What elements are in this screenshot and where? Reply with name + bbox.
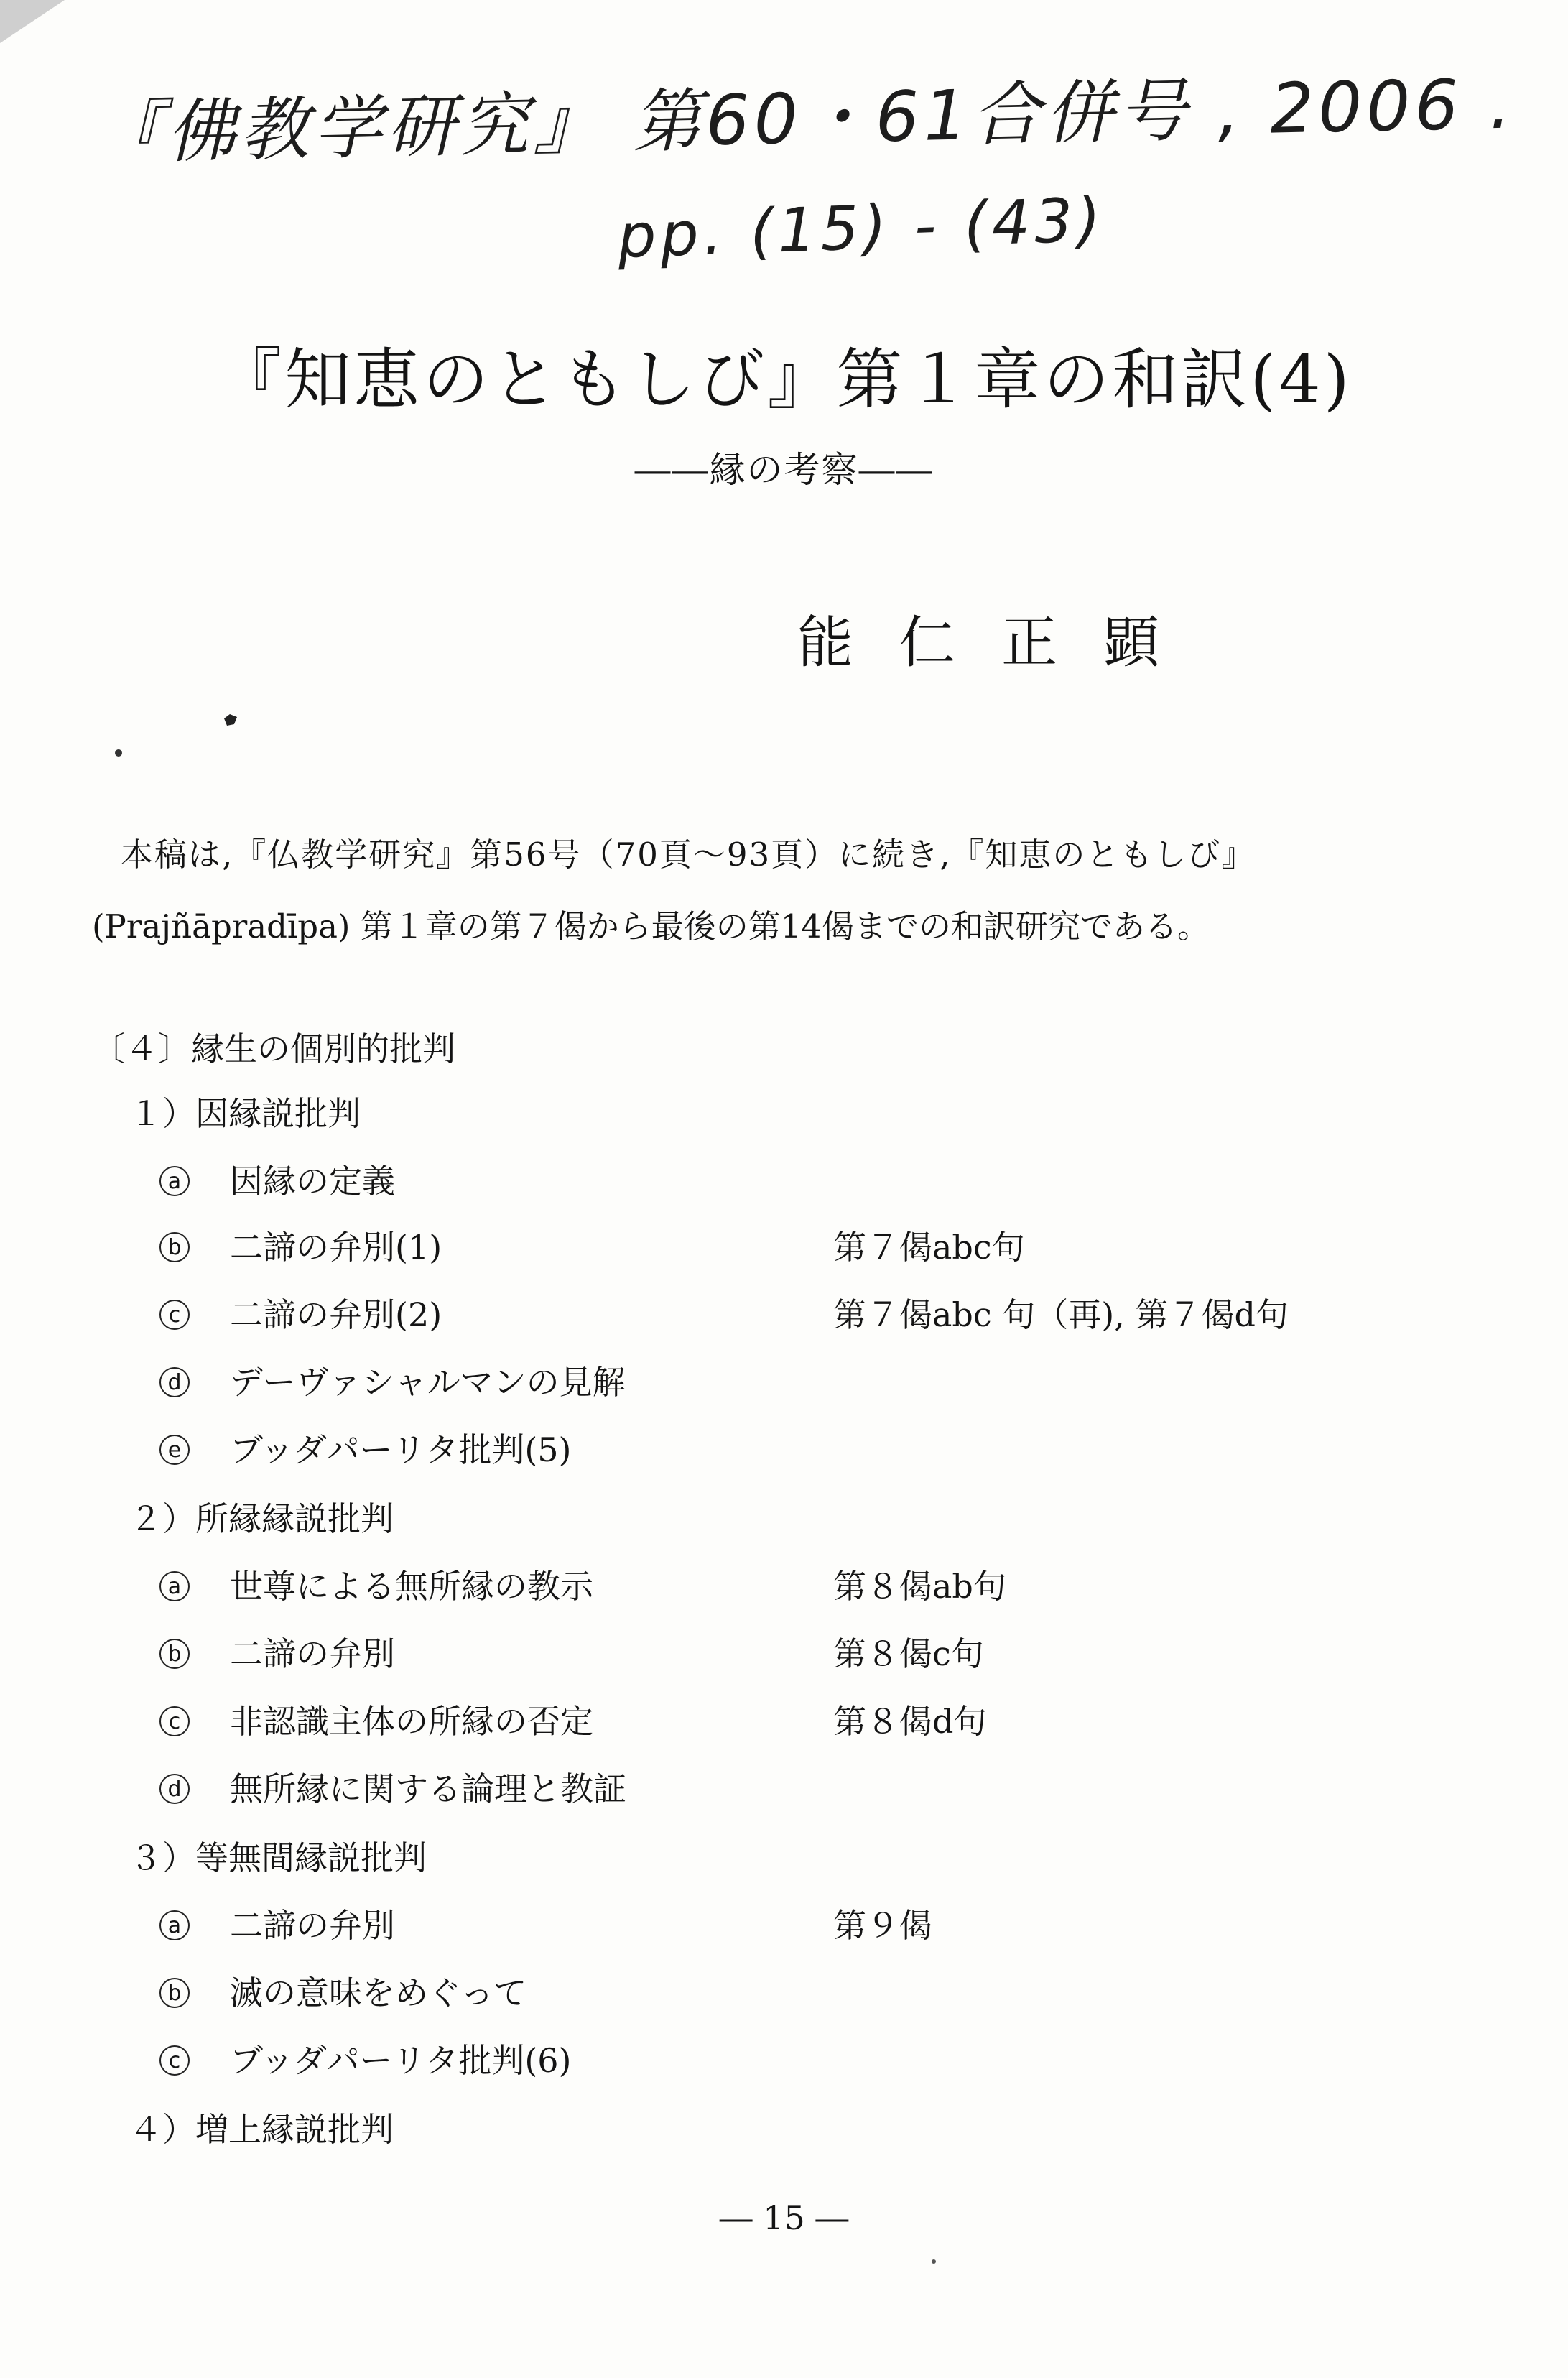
- circled-letter-icon: b: [159, 1978, 190, 2008]
- item-reference: 第７偈abc句: [833, 1228, 1025, 1267]
- intro-line-2: (Prajñāpradīpa) 第１章の第７偈から最後の第14偈までの和訳研究である。: [92, 907, 1210, 945]
- page-number: ― 15 ―: [719, 2198, 849, 2237]
- handwritten-citation: 『佛教学研究』 第60・61合併号 , 2006 .: [92, 63, 1516, 174]
- item-text: 因縁の定義: [230, 1162, 395, 1200]
- item-text: 二諦の弁別(1): [230, 1228, 442, 1267]
- outline-item: [159, 1565, 593, 1608]
- intro-line-1: 本稿は,『仏教学研究』第56号（70頁～93頁）に続き,『知恵のともしび』: [121, 836, 1256, 874]
- circled-letter-icon: a: [159, 1571, 190, 1601]
- outline-item: [159, 1428, 571, 1471]
- item-reference: 第７偈abc 句（再), 第７偈d句: [833, 1295, 1289, 1334]
- article-subtitle: ――縁の考察――: [634, 449, 934, 491]
- circled-letter-icon: a: [159, 1910, 190, 1940]
- article-title: 『知恵のともしび』第１章の和訳(4): [215, 341, 1353, 418]
- item-text: ブッダパーリタ批判(6): [230, 2041, 572, 2080]
- circled-letter-icon: c: [159, 2045, 190, 2076]
- item-text: 非認識主体の所縁の否定: [230, 1702, 593, 1741]
- item-text: 世尊による無所縁の教示: [230, 1567, 593, 1606]
- circled-letter-icon: b: [159, 1639, 190, 1669]
- outline-item: [159, 2039, 571, 2082]
- circled-letter-icon: c: [159, 1300, 190, 1330]
- section-heading: 〔４〕縁生の個別的批判: [92, 1030, 455, 1068]
- item-text: 二諦の弁別: [230, 1634, 395, 1673]
- group-heading: ２）所縁縁説批判: [129, 1499, 394, 1538]
- outline-item: [159, 1632, 395, 1675]
- item-reference: 第８偈c句: [833, 1634, 984, 1673]
- outline-item: [159, 1767, 626, 1810]
- outline-item: [159, 1971, 526, 2014]
- item-reference: 第８偈d句: [833, 1702, 987, 1741]
- outline-item: [159, 1293, 442, 1336]
- group-heading: ３）等無間縁説批判: [129, 1838, 427, 1877]
- circled-letter-icon: a: [159, 1166, 190, 1196]
- group-heading: １）因縁説批判: [129, 1094, 361, 1133]
- outline-item: [159, 1160, 395, 1203]
- item-reference: 第８偈ab句: [833, 1567, 1006, 1606]
- circled-letter-icon: d: [159, 1774, 190, 1804]
- outline-item: [159, 1904, 395, 1947]
- item-text: 二諦の弁別(2): [230, 1295, 442, 1334]
- item-text: 二諦の弁別: [230, 1906, 395, 1945]
- item-text: 滅の意味をめぐって: [230, 1974, 527, 2012]
- outline-item: [159, 1361, 626, 1404]
- circled-letter-icon: d: [159, 1367, 190, 1397]
- outline-item: [159, 1226, 442, 1269]
- item-text: ブッダパーリタ批判(5): [230, 1430, 572, 1469]
- handwritten-pages: pp. (15) - (43): [616, 184, 1106, 272]
- outline-item: [159, 1700, 593, 1743]
- item-text: 無所縁に関する論理と教証: [230, 1769, 626, 1808]
- author-name: 能仁正顕: [797, 611, 1206, 675]
- circled-letter-icon: c: [159, 1706, 190, 1736]
- group-heading: ４）増上縁説批判: [129, 2110, 394, 2149]
- circled-letter-icon: e: [159, 1435, 190, 1465]
- item-reference: 第９偈: [833, 1906, 932, 1945]
- item-text: デーヴァシャルマンの見解: [230, 1363, 626, 1402]
- circled-letter-icon: b: [159, 1232, 190, 1262]
